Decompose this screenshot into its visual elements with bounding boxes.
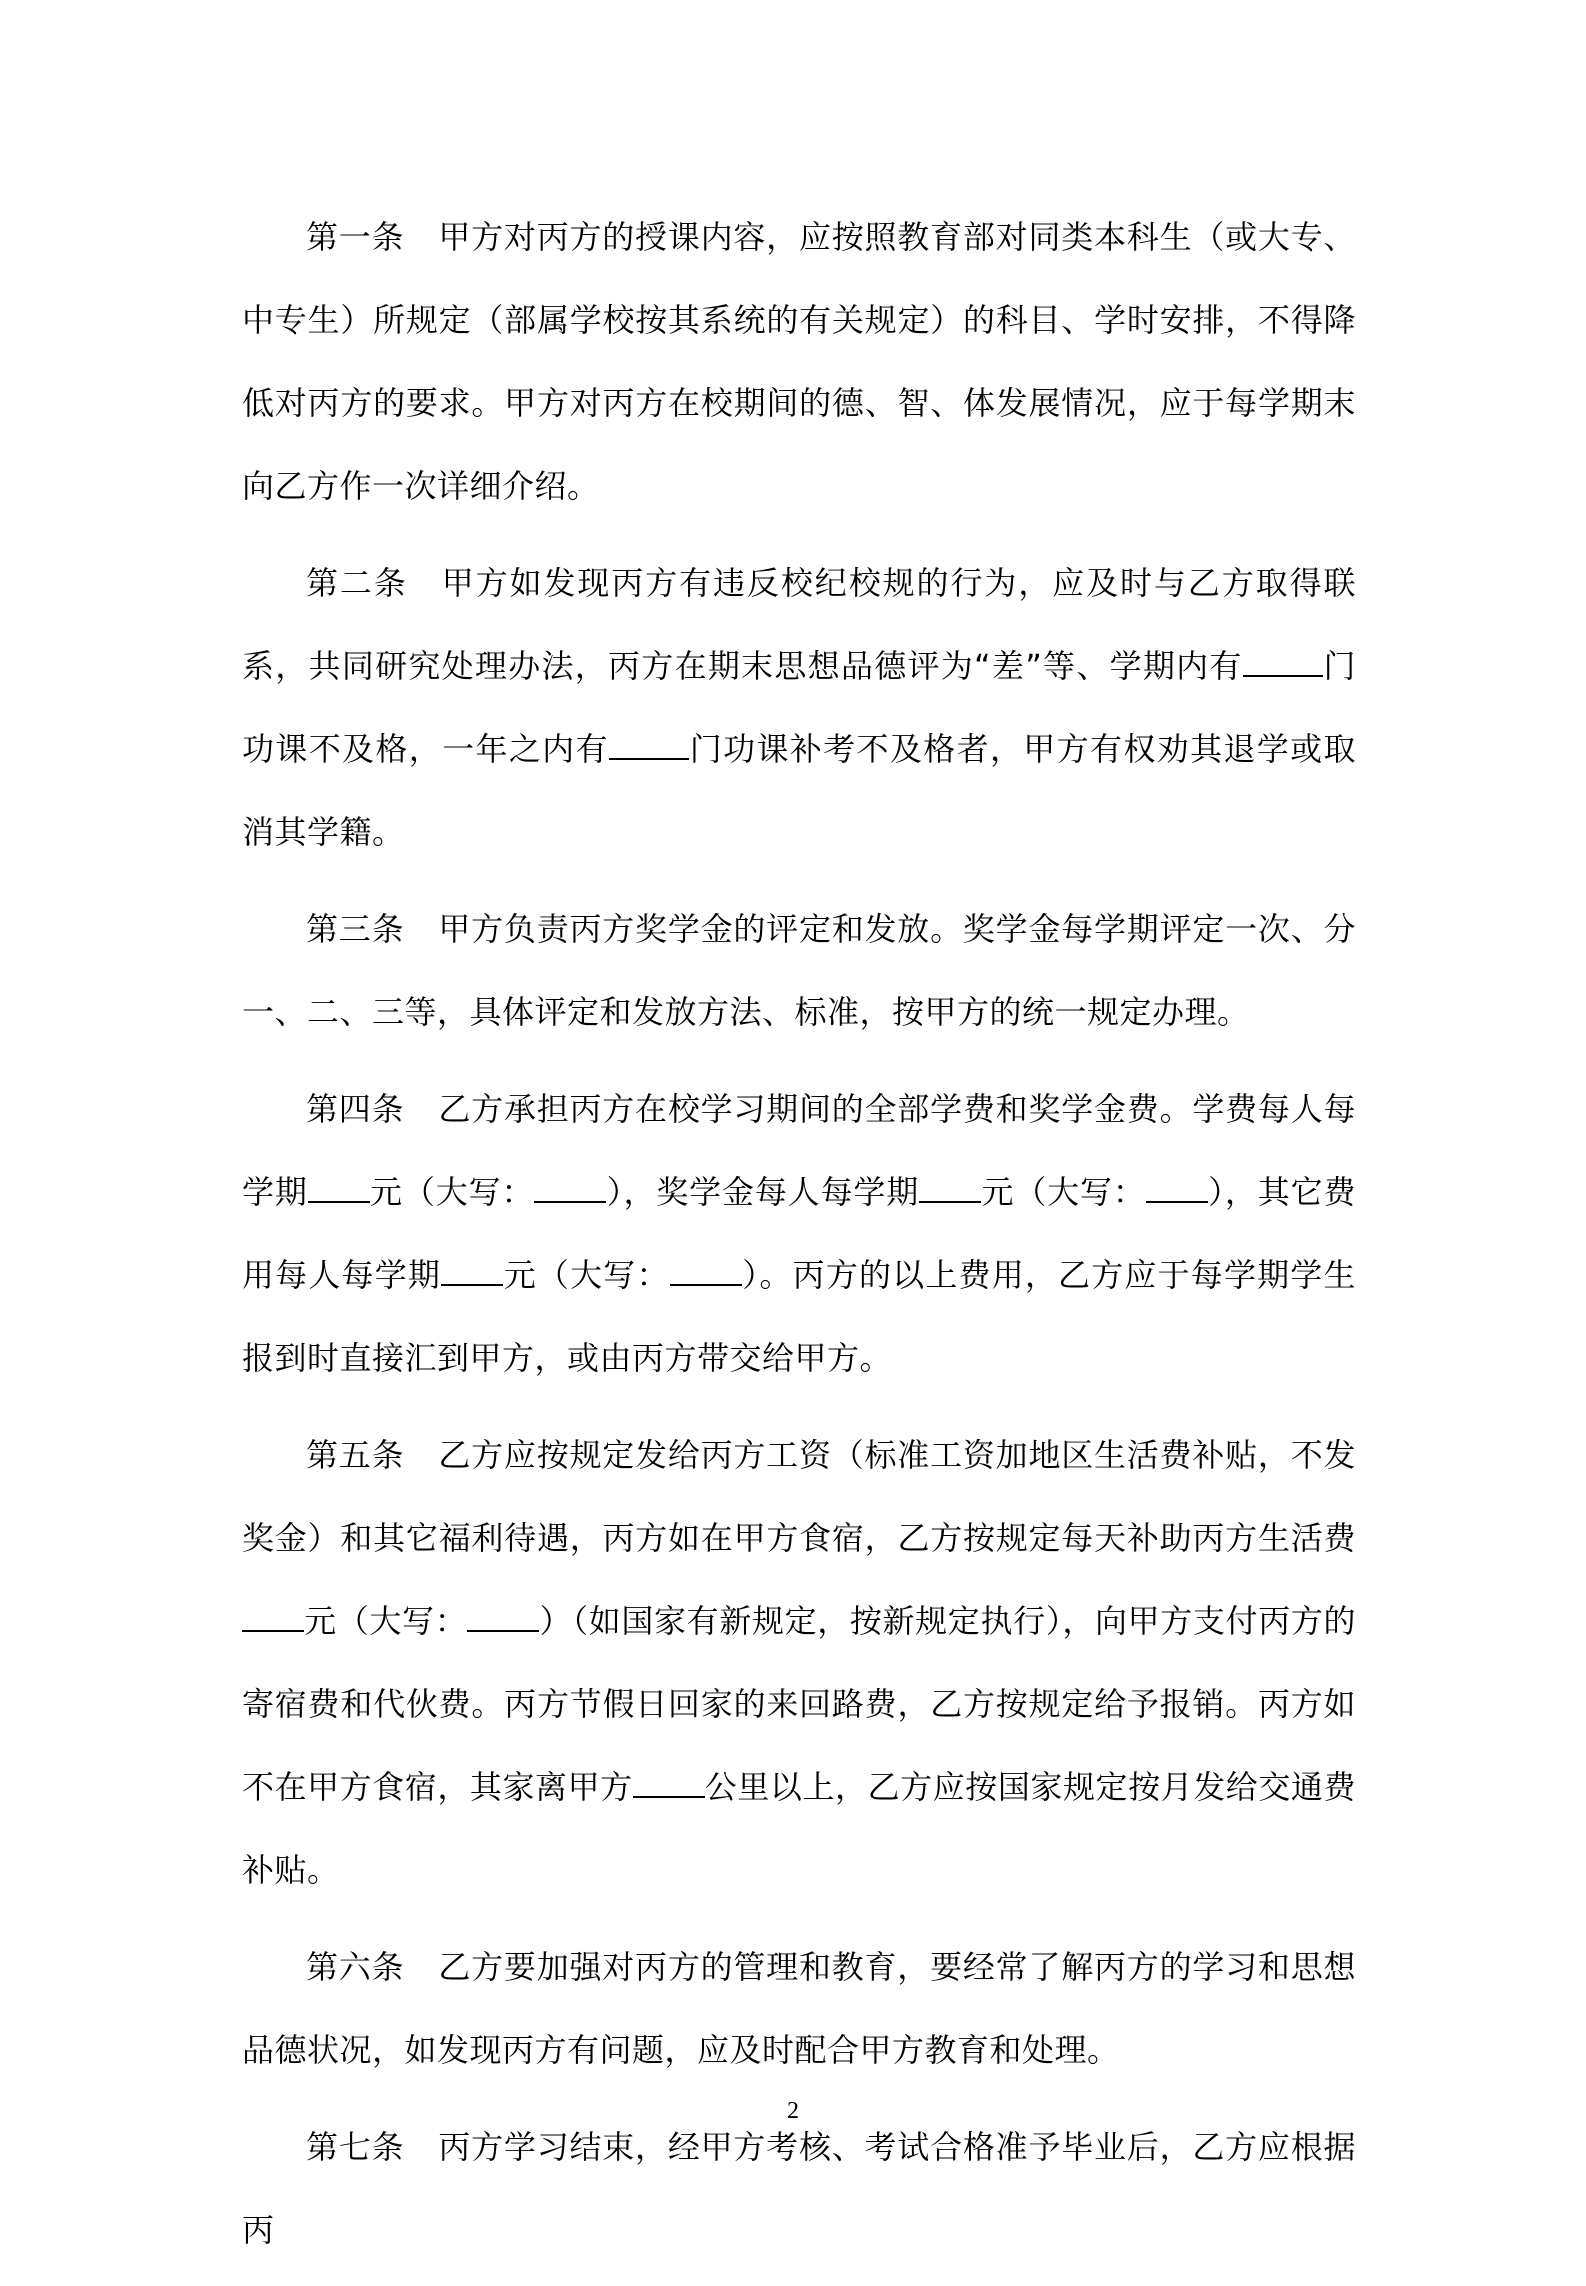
clause-text: 元（大写： xyxy=(503,1256,670,1294)
clause-text: 元（大写： xyxy=(369,1173,535,1211)
blank-field[interactable] xyxy=(919,1171,981,1203)
clause-text: 元（大写： xyxy=(981,1173,1146,1211)
clause-text: 元（大写： xyxy=(304,1602,468,1640)
blank-field[interactable] xyxy=(534,1171,606,1203)
clause-7 xyxy=(242,2106,1356,2272)
clause-text: ），其它费用每人每学期 xyxy=(242,1173,1356,1294)
clause-text: 公里以上，乙方应按国家规定按月发给交通费补贴。 xyxy=(242,1768,1356,1889)
clause-1 xyxy=(242,196,1356,528)
blank-field[interactable] xyxy=(308,1171,370,1203)
clause-text: 甲方对丙方的授课内容，应按照教育部对同类本科生（或大专、中专生）所规定（部属学校按其系统的有关规定）的科目、学时安排，不得降低对丙方的要求。甲方对丙方在校期间的德、智、体发展情况，应于每学期末向乙方作一次详细介绍。 xyxy=(242,218,1356,505)
clause-6 xyxy=(242,1926,1356,2092)
document-body xyxy=(242,196,1356,2286)
blank-field[interactable] xyxy=(242,1600,304,1632)
blank-field[interactable] xyxy=(670,1254,742,1286)
blank-field[interactable] xyxy=(441,1254,503,1286)
blank-field[interactable] xyxy=(467,1600,539,1632)
blank-field[interactable] xyxy=(1146,1171,1208,1203)
clause-label: 第七条 xyxy=(306,2128,405,2166)
clause-5 xyxy=(242,1414,1356,1912)
clause-text: 乙方应按规定发给丙方工资（标准工资加地区生活费补贴，不发奖金）和其它福利待遇，丙方如在甲方食宿，乙方按规定每天补助丙方生活费 xyxy=(242,1436,1356,1557)
clause-3 xyxy=(242,888,1356,1054)
clause-text: ）。丙方的以上费用，乙方应于每学期学生报到时直接汇到甲方，或由丙方带交给甲方。 xyxy=(242,1256,1356,1377)
clause-label: 第四条 xyxy=(306,1090,405,1128)
clause-text: ）（如国家有新规定，按新规定执行），向甲方支付丙方的寄宿费和代伙费。丙方节假日回家的来回路费，乙方按规定给予报销。丙方如不在甲方食宿，其家离甲方 xyxy=(242,1602,1356,1806)
blank-field[interactable] xyxy=(1243,645,1323,677)
clause-text: 甲方如发现丙方有违反校纪校规的行为，应及时与乙方取得联系，共同研究处理办法，丙方在期末思想品德评为“差”等、学期内有 xyxy=(242,564,1356,685)
clause-text: 乙方承担丙方在校学习期间的全部学费和奖学金费。学费每人每学期 xyxy=(242,1090,1356,1211)
clause-text: 丙方学习结束，经甲方考核、考试合格准予毕业后，乙方应根据丙 xyxy=(242,2128,1356,2249)
clause-text: 门功课补考不及格者，甲方有权劝其退学或取消其学籍。 xyxy=(242,730,1356,851)
page-number: 2 xyxy=(787,2098,799,2124)
clause-2 xyxy=(242,542,1356,874)
clause-text: 门功课不及格，一年之内有 xyxy=(242,647,1356,768)
blank-field[interactable] xyxy=(609,728,689,760)
clause-label: 第五条 xyxy=(306,1436,405,1474)
clause-text: ），奖学金每人每学期 xyxy=(606,1173,920,1211)
clause-label: 第一条 xyxy=(306,218,405,256)
clause-label: 第三条 xyxy=(306,910,405,948)
clause-label: 第六条 xyxy=(306,1948,405,1986)
blank-field[interactable] xyxy=(633,1766,705,1798)
clause-text: 甲方负责丙方奖学金的评定和发放。奖学金每学期评定一次、分一、二、三等，具体评定和发放方法、标准，按甲方的统一规定办理。 xyxy=(242,910,1356,1031)
clause-text: 乙方要加强对丙方的管理和教育，要经常了解丙方的学习和思想品德状况，如发现丙方有问题，应及时配合甲方教育和处理。 xyxy=(242,1948,1356,2069)
clause-label: 第二条 xyxy=(306,564,408,602)
clause-4 xyxy=(242,1068,1356,1400)
